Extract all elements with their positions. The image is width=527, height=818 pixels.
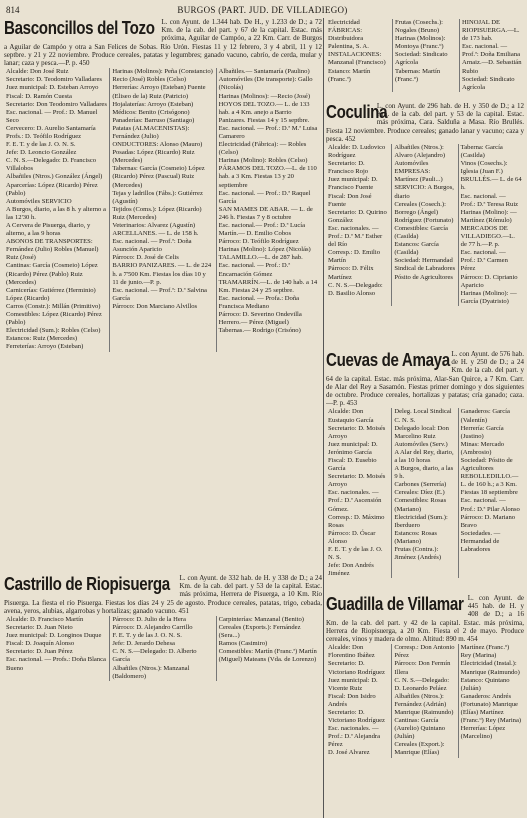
directory-entry: Profs.: D. Teófilo Rodríguez <box>6 132 82 140</box>
directory-entry: Esc. nacional. — Prof.: D.ª Raquel García <box>218 189 311 205</box>
directory-entry: Electricidad (Instal.): Manrique (Raimundo) <box>460 660 520 676</box>
column-middle <box>393 19 460 92</box>
directory-entry: Juez municipal: D. Vicente Ruiz <box>328 676 378 692</box>
directory-entry: Esc. nacional. — Prof.: D.ª Pilar Alonso <box>460 497 520 513</box>
directory-entry: Tejas y ladrillos (Fábs.): Gutiérrez (Agustín) <box>112 189 203 205</box>
directory-entry: Ganaderos: Andrés (Fortunato) Manrique (Elías) Martínez (Franc.º) Rey (Marina) <box>460 692 522 725</box>
entry-cuevas-de-amaya <box>326 350 524 590</box>
directory-entry: Esc. nacional. — Prof.: D.ª M.ª Luisa Camarero <box>218 124 318 140</box>
column-left <box>326 408 392 578</box>
directory-entry: Secretario: D. Victoriano Rodríguez <box>328 708 385 725</box>
column-left <box>326 19 393 92</box>
directory-entry: Estanco: Quintano (Julián) <box>460 676 510 692</box>
directory-entry: Cervecero: D. Aurelio Santamaría <box>6 124 96 132</box>
directory-entry: HOYOS DEL TOZO.— L. de 133 hab. a 4 Km. anejo a Barrio Panizares. Fiestas 14 y 15 septbre. <box>218 100 310 124</box>
directory-entry: C. N. S.—Delegado: D. Francisco Villalobos <box>6 157 97 173</box>
column-left <box>4 68 110 351</box>
entry-title: Cuevas de Amaya <box>326 350 450 370</box>
directory-entry: TALAMILLO.—L. de 287 hab. <box>218 254 303 262</box>
directory-entry: D. José Alvarez <box>328 749 370 757</box>
directory-entry: BRULLÉS.— L. de 64 h. <box>460 176 522 192</box>
entry-title: Coculina <box>326 102 388 122</box>
entry-coculina <box>326 102 524 348</box>
directory-entry: Corresp.: D. Emilio Martín <box>328 249 381 265</box>
entry-basconcillos <box>4 18 322 570</box>
directory-entry: Párroco: D. Alejandro Carrillo <box>112 624 193 632</box>
directory-entry: Jefe: D. Jerardo Dehesa <box>112 640 175 648</box>
directory-entry: Vinos (Cosechs.): Iglesia (Juan F.) <box>460 160 508 176</box>
directory-entry: Esc. nacional. — Profs.: Doña Blanca Bueno <box>6 656 106 672</box>
directory-entry: Herrero.— Pérez (Miguel) <box>218 319 289 327</box>
directory-entry: Párroco: D. Teófilo Rodríguez <box>218 238 299 246</box>
directory-entry: Martínez (Franc.º) <box>460 644 510 652</box>
directory-entry: Alcalde: Don Eustaquio García <box>328 408 374 424</box>
entry-intro: L. con Ayunt. de 332 hab. de H. y 338 de D.; a 24 Km. de la cab. del part. y 53 de la capital. Estac. más próxima, Herrera de Pisuerga, a 10 Km. Río Pisuerga. La fiesta el río Pisuerga. Fiestas los días 24 y 25 de agosto. Produce cereales, patatas, trigo, cebada, avena, yeros, alubias, algarrobas y hortalizas; ganado vacuno. 451 <box>4 574 322 615</box>
directory-entry: Juez municipal: D. Jerónimo García <box>328 440 378 456</box>
directory-entry: Electricidad (Fábrica): — Robles (Celso) <box>218 141 307 157</box>
directory-entry: Automóviles SERVICIO <box>6 197 72 205</box>
directory-entry: HINOJAL DE RIOPISUERGA.—L. de 173 hab. <box>462 19 520 43</box>
directory-entry: Esc. nacional. — Prof.ª: D.ª Salvina García <box>112 286 207 302</box>
directory-entry: Párroco: Don Fermín Illera <box>394 660 451 676</box>
directory-entry: F. E. T. y de las J. O. N. S. <box>112 632 182 640</box>
directory-entry: Párroco: D. Severino Ondevilla <box>218 311 302 319</box>
directory-entry: Harinas (Molinos): —Recio (José) <box>218 92 311 100</box>
directory-entry: Secretario: D. Quirino González <box>328 208 387 224</box>
directory-entry: Fiscal: D. Joaquín Alonso <box>6 640 75 648</box>
directory-entry: Albañiles (Ntros.) González (Ángel) <box>6 173 103 181</box>
directory-entry: Cereales (Export.): Manrique (Elías) <box>394 741 445 757</box>
directory-entry: Cantinas: García (Cosmeio) López (Ricardo) Pérez (Pablo) Ruiz (Mercedes) <box>6 262 98 286</box>
directory-entry: Delegado local: Don Marcelino Ruiz <box>394 424 449 440</box>
page-header <box>4 3 521 17</box>
directory-entry: Electricidad (Sum.): Robles (Celso) <box>6 327 101 335</box>
directory-entry: Automóviles (Serv.) <box>394 440 448 448</box>
column-right <box>459 144 524 306</box>
entry-intro: L. con Ayunt. de 1.344 hab. De H., y 1.233 de D.; a 72 Km. de la cab. del part. y 67 de la capital. Estac. más próxima, Aguilar de Campóo, a 22 Km. Carr. de Burgos a Aguilar de Campóo y otra a San Felices de Sobas. Río Urón. Fiestas 11 y 12 febrero, 3 y 4 abril, 11 y 12 septbre. y 21 y 22 noviembre. Produce cereales, patatas y legumbres; ganado vacuno, cabrío, de cerda, mular y lanar; caza y pesca.—P. p. 450 <box>4 18 322 68</box>
directory-entry: Sociedad: Hermandad Sindical de Labradores <box>394 257 456 273</box>
running-title: BURGOS (PART. JUD. DE VILLADIEGO) <box>177 5 348 15</box>
directory-entry: C. N. S.—Delegado: D. Alberto García <box>112 648 197 664</box>
directory-entry: A Alar del Rey, diario, a las 10 horas <box>394 448 454 464</box>
directory-entry: Jefe: Don Andrés Jiménez <box>328 562 374 578</box>
directory-entry: Estancos: Ruiz (Mercedes) <box>6 335 78 343</box>
directory-entry: Fiscal: D. Ramón Cuesta <box>6 92 72 100</box>
directory-entry: Juez municipal: D. Esteban Arroyo <box>6 84 99 92</box>
directory-entry: Alcalde: Don José Ruiz <box>6 68 69 76</box>
directory-entry: Comestibles: López (Ricardo) Pérez (Pablo) <box>6 311 102 327</box>
directory-entry: Esc. nacional. — Prof.ª: Doña Asunción Aparicio <box>112 238 192 254</box>
column-middle <box>110 616 216 681</box>
directory-entry: Secretario: D. Francisco Rojo <box>328 160 369 176</box>
directory-entry: Sociedad: Pósito de Agricultores <box>460 456 513 473</box>
directory-entry: Albañiles.— Santamaría (Paulino) <box>218 68 310 76</box>
directory-entry: Esc. nacional. — Prof.: D.ª Teresa Ruiz <box>460 192 519 208</box>
directory-entry: A Burgos, diario, a las 8 h. y alterno a las 12'30 h. <box>6 205 106 221</box>
directory-entry: TRAMARRÍN.—L. de 140 hab. a 14 Km. Fiestas 24 y 25 septbre. <box>218 278 318 294</box>
directory-entry: A Burgos, diario, a las 9 h. <box>394 465 454 481</box>
directory-entry: PÁRAMOS DEL TOZO.—L. de 110 hab. a 3 Km. Fiestas 13 y 20 septiembre <box>218 165 317 189</box>
directory-entry: Esc. nacional. — Prof.: D. Manuel Seco <box>6 108 98 124</box>
directory-entry: Esc. nacional. — Prof.: D.ª Encarnación Gómez <box>218 262 291 278</box>
directory-entry: Fiscal: D. Eusebio García <box>328 456 377 473</box>
entry-title: Guadilla de Villamar <box>326 594 464 614</box>
directory-entry: Estanco: Martín (Franc.ª) <box>328 67 371 83</box>
directory-entry: Secretario: D. Victoriano Rodríguez <box>328 660 385 676</box>
column-middle <box>392 408 458 578</box>
column-left <box>326 644 392 757</box>
directory-entry: Harinas (Molinos): Peña (Constancio) Recio (José) Robles (Celso) <box>112 68 213 84</box>
directory-entry: Deleg. Local Sindical C. N. S. <box>394 408 452 424</box>
directory-entry: Panaderías: Barruso (Santiago) <box>112 116 195 124</box>
directory-entry: Harinas (Molino): López (Nicolás) <box>218 246 311 254</box>
directory-entry: Juez municipal: D. Longinos Duque <box>6 632 102 640</box>
entry-castrillo <box>4 574 322 818</box>
directory-entry: Comestibles: García (Casilda) <box>394 224 448 241</box>
directory-entry: Ganaderos: García (Valentín) <box>460 408 510 424</box>
directory-entry: Cantinas: García (Aurelio) Quintano (Julián) <box>394 717 446 741</box>
column-middle <box>392 644 458 757</box>
directory-entry: Harinas (Molino): Robles (Celso) <box>218 157 308 165</box>
directory-entry: Carpinterías: Manzanal (Benito) <box>218 616 304 624</box>
column-middle <box>392 144 458 306</box>
directory-entry: SAN MAMES DE ABAR. — L. de 246 h. Fiestas 7 y 8 octubre <box>218 205 313 221</box>
directory-entry: Secretario: D. Juan Nieto <box>6 624 73 632</box>
directory-entry: Veterinarios: Alvarez (Agustín) <box>112 222 196 229</box>
directory-entry: Carbones (Serrería) <box>394 481 447 489</box>
directory-entry: Esc. nacional. — Profa.: Doña Francisca Mediano <box>218 294 300 310</box>
directory-entry: ABONOS DE TRANSPORTES: Fernández (Julio) Robles (Manuel) Ruiz (José) <box>6 238 99 262</box>
directory-entry: Cereales (Exports.): Fernández (Sera...) <box>218 624 301 640</box>
directory-entry: F. E. T. y de las J. O. N. S. <box>6 141 76 149</box>
directory-entry: Posadas: López (Ricardo) Ruiz (Mercedes) <box>112 149 195 165</box>
directory-entry: Párroco: D. Ciprianio Aparicio <box>460 273 518 289</box>
directory-entry: Electricidad FÁBRICAS: Distribuidora Palentina, S. A. <box>328 19 369 51</box>
directory-entry: Sociedad: Sindicato Agrícola <box>462 75 515 91</box>
directory-entry: Albañiles (Ntros.): Manzanal (Baldomero) <box>112 664 190 680</box>
directory-entry: C. N. S.—Delegado: D. Basilio Alonso <box>328 281 383 297</box>
directory-entry: A Cervera de Pisuerga, diario, y alterno, a las 9 horas <box>6 222 91 238</box>
directory-entry: Fiscal: Don Isidro Andrés <box>328 692 376 708</box>
directory-entry: Párroco: D. Mariano Bravo <box>460 513 516 529</box>
directory-entry: Estancos: Rosas (Mariano) <box>394 529 438 545</box>
directory-entry: Párroco: D. Julio de la Hera <box>112 616 186 624</box>
directory-entry: REBOLLEDILLO.—L. de 160 h.; a 3 Km. Fiestas 18 septiembre <box>460 473 519 497</box>
directory-entry: Sociedad: Sindicato Agrícola <box>395 51 448 67</box>
directory-entry: Tabernas: García (Cosmeio) López (Ricardo) Pérez (Pascual) Ruiz (Mercedes) <box>112 165 205 189</box>
directory-entry: Esc. nacional.— Prof.: D.ª Lucía Martín.— D. Emilio Cobos <box>218 222 306 238</box>
column-right <box>217 616 322 681</box>
directory-entry: Secretario: D. Moisés Arroyo <box>328 473 386 489</box>
directory-entry: Pósito de Agricultores <box>394 273 453 281</box>
directory-entry: Esc. nacionales. — Prof.: D.ª M.ª Esther del Río <box>328 224 383 249</box>
column-divider <box>323 18 324 818</box>
directory-entry: Juez municipal: D. Francisco Fuente <box>328 176 378 192</box>
directory-entry: Alcalde: D. Francisco Martín <box>6 616 84 624</box>
entry-guadilla <box>326 594 524 818</box>
directory-entry: Carros (Constr.): Millán (Primitivo) <box>6 302 101 310</box>
directory-entry: Patatas (ALMACENISTAS): Fernández (Julio) <box>112 124 190 140</box>
directory-entry: F. E. T. y de las J. O. N. S. <box>328 546 383 562</box>
directory-entry: Tejidos (Coms.): López (Ricardo) Ruiz (Mercedes) <box>112 205 202 221</box>
entry-intro: L. con Ayunt. de 576 hab. de H. y 250 de D.; a 24 Km. de la cab. del part. y 64 de la capital. Estac. más próxima, Alar-San Quirce, a 7 Km. Carr. de Alar del Rey a Sasamón. Fiestas primer domingo y dos siguientes de octubre. Produce cereales, hortalizas y patatas; cría ganado; caza.—P. p. 453 <box>326 350 524 408</box>
column-middle <box>110 68 216 351</box>
directory-entry: Rey (Marina) <box>460 652 497 660</box>
directory-entry: Corresp.: Don Antonio Pérez <box>394 644 455 660</box>
directory-entry: Párroco: D. Félix Martínez <box>328 265 374 281</box>
directory-entry: Minas: Mercado (Ambrosio) <box>460 440 505 456</box>
directory-entry: Párroco: D. Óscar Alonso <box>328 529 376 545</box>
directory-entry: Herrería: García (Justino) <box>460 424 504 440</box>
directory-entry: Jefe: D. Leoncio González <box>6 149 77 157</box>
directory-entry: Sociedades. — Hermandad de Labradores <box>460 529 501 554</box>
page-number: 814 <box>6 5 20 15</box>
directory-entry: ARCELLANES. — L. de 158 h. <box>112 230 199 238</box>
directory-entry: Comestibles: Martín (Franc.ª) Martín (Miguel) Mateans (Vda. de Lorenzo) <box>218 648 317 664</box>
directory-entry: Alcalde: Don Florentino Ibáñez <box>328 644 375 660</box>
directory-entry: Esc. nacional. — Prof.: D.ª Carmen Pérez <box>460 249 508 273</box>
entry-intro: L. con Ayunt. de 296 hab. de H. y 350 de D.; a 12 Km. de la cab. del part. y 53 de la capital. Estac. más próxima, Cara. Salduña a Masa. Río Brullés. Fiesta 12 noviembre. Produce cereales; ganado lanar y vacuno; caza y pesca. 452 <box>326 102 524 143</box>
directory-entry: SERVICIO: A Burgos, diario <box>394 184 454 200</box>
directory-entry: Corresp.: D. Máximo Rosas <box>328 513 385 529</box>
directory-entry: Harinas (Molinos): Montoya (Franc.º) <box>395 35 446 51</box>
directory-entry: Harinas (Molino): —García (Dyatristo) <box>460 289 517 305</box>
directory-entry: Harinas (Molino): —Martínez (Rómulo) <box>460 208 517 224</box>
directory-entry: Frutas (Cosechs.): Nogales (Bruno) <box>395 19 443 35</box>
directory-entry: Electricidad (Sum.): Iberduero <box>394 513 448 529</box>
column-right <box>459 408 524 578</box>
entry-continued-top <box>326 18 526 100</box>
directory-entry: Secretario: D. Teodomiro Valladares <box>6 76 102 84</box>
directory-entry: Alcalde: D. Ludovico Rodríguez <box>328 144 386 160</box>
directory-entry: Automóviles (De transporte): Gallo (Nicolás) <box>218 76 313 92</box>
directory-entry: Cereales (Cosech.): Borrego (Ángel) Rodríguez (Fortunato) <box>394 200 454 224</box>
column-left <box>326 144 392 306</box>
directory-entry: Albañiles (Ntros.): Alvaro (Alejandro) <box>394 144 446 160</box>
directory-entry: Tabernas: Martín (Franc.º) <box>395 67 441 83</box>
directory-entry: Esc. nacionales. — Prof.: D.ª Ascensión Gómez. <box>328 489 382 513</box>
directory-entry: Fiscal: Don José Fuente <box>328 192 372 208</box>
directory-entry: Tabernas.— Rodrigo (Crisóno) <box>218 327 301 335</box>
directory-entry: Médicos: Benito (Crisógono) <box>112 108 190 116</box>
directory-entry: C. N. S.—Delegado: D. Leonardo Peláez <box>394 676 450 692</box>
column-left <box>4 616 110 681</box>
entry-title: Castrillo de Riopisuerga <box>4 574 170 594</box>
directory-entry: Estancos: García (Casilda) <box>394 241 439 257</box>
directory-entry: Herrerías: López (Marcelino) <box>460 725 506 741</box>
directory-entry: Automóviles EMPRESAS: Martínez (Pauli...) <box>394 160 443 184</box>
directory-entry: Esc. nacionales. — Prof.: D.ª Alejandra Pérez <box>328 725 380 749</box>
directory-entry: Secretario: D. Juan Pérez <box>6 648 73 656</box>
directory-entry: Ferreterías: Arroyo (Esteban) <box>6 343 84 351</box>
directory-entry: Ramos (Casimiro) <box>218 640 268 648</box>
entry-title: Basconcillos del Tozo <box>4 18 155 38</box>
column-right <box>459 644 524 757</box>
column-right <box>460 19 526 92</box>
directory-entry: Cereales: Díez (E.) <box>394 489 445 497</box>
directory-entry: Esc. nacional. — Prof.ª: Doña Emiliana Arnaiz.—D. Sebastián Rubio <box>462 43 522 75</box>
directory-entry: INSTALACIONES: Manzanal (Francisco) <box>328 51 386 67</box>
directory-entry: Párroco: D. José de Celis <box>112 254 179 262</box>
directory-entry: Párroco: Don Marciano Alvillos <box>112 302 198 310</box>
directory-entry: Carnicerías: Gutiérrez (Herminio) López (Ricardo) <box>6 286 96 302</box>
directory-entry: Herrerías: Arroyo (Esteban) Fuente (Eliseo de la) Ruiz (Patricio) <box>112 84 206 100</box>
directory-entry: ONDUCTORES: Alonso (Mauro) <box>112 141 203 149</box>
directory-entry: Albañiles (Ntros.): Fernández (Adrián) Manrique (Raimundo) <box>394 692 454 716</box>
directory-entry: Comestibles: Rosas (Mariano) <box>394 497 447 513</box>
directory-entry: Hojalaterías: Arroyo (Esteban) <box>112 100 194 108</box>
directory-entry: Secretario: D. Moisés Arroyo <box>328 424 386 440</box>
entry-intro: L. con Ayunt. de 445 hab. de H. y 408 de D.; a 16 Km. de la cab. del part. y 42 de la capital. Estac. más próxima, Herrera de Riopisuerga, a 20 Km. Fiesta el 2 de mayo. Produce cereales, vinos y madera de olmo. Altitud: 890 m. 454 <box>326 594 524 644</box>
directory-entry: BARRIO PANIZARES. — L. de 224 h. a 7'500 Km. Fiestas los días 10 y 11 de junio.—P. p. <box>112 262 212 286</box>
column-right <box>217 68 322 351</box>
directory-entry: Frutas (Contra.): Jiménez (Andrés) <box>394 546 442 562</box>
directory-entry: Aparcerías: López (Ricardo) Pérez (Pablo) <box>6 181 98 197</box>
directory-entry: MERCADOS DE VILLADIEGO.—L. de 77 h.—P. p. <box>460 224 515 249</box>
directory-entry: Secretario: Don Teodomiro Valladares <box>6 100 107 108</box>
directory-entry: Taberna: García (Casilda) <box>460 144 503 160</box>
